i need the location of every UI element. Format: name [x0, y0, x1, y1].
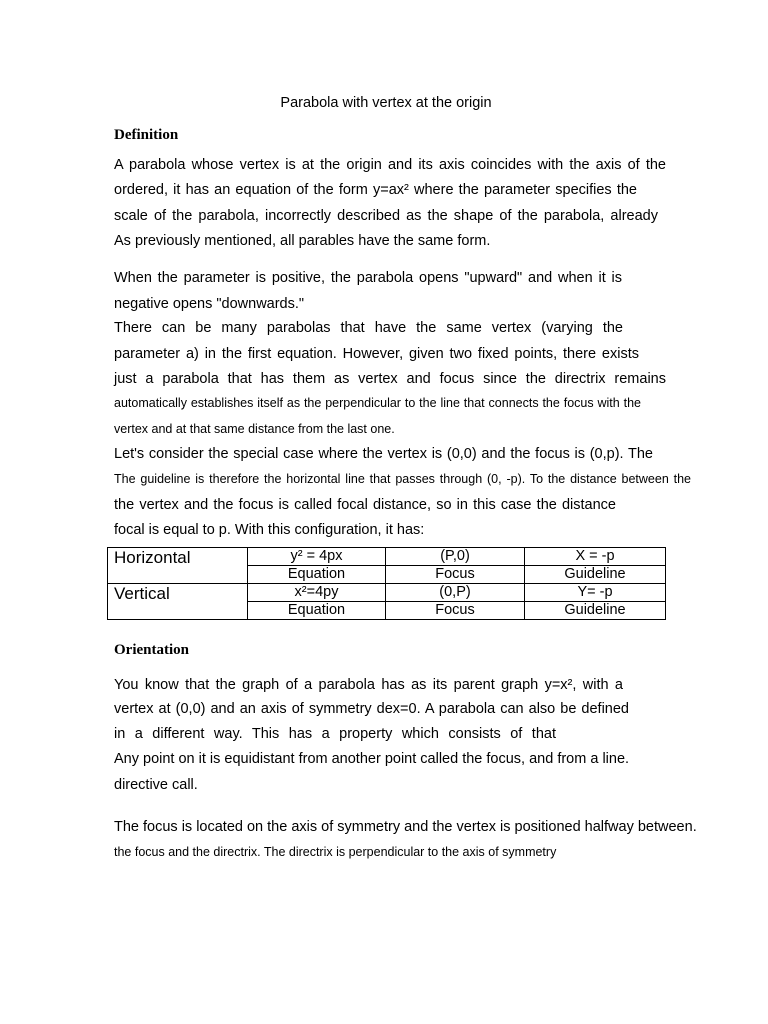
orientation-heading: Orientation [114, 642, 189, 658]
orientation-line: the focus and the directrix. The directrix is perpendicular to the axis of symmetry [114, 845, 557, 859]
focus-caption: Focus [386, 566, 525, 584]
orientation-line: vertex at (0,0) and an axis of symmetry dex=0. A parabola can also be defined [114, 701, 629, 717]
guideline-caption: Guideline [525, 602, 666, 620]
orientation-line: You know that the graph of a parabola has as its parent graph y=x², with a [114, 677, 623, 693]
table-row [108, 584, 666, 602]
orientation-line: Any point on it is equidistant from another point called the focus, and from a line. [114, 751, 630, 767]
vertical-guideline: Y= -p [525, 584, 666, 602]
guideline-caption: Guideline [525, 566, 666, 584]
definition-line: focal is equal to p. With this configuration, it has: [114, 522, 425, 538]
equation-caption: Equation [248, 566, 386, 584]
definition-line: vertex and at that same distance from the last one. [114, 422, 395, 436]
horizontal-focus: (P,0) [386, 548, 525, 566]
orientation-line: in a different way. This has a property which consists of that [114, 726, 556, 742]
focus-caption: Focus [386, 602, 525, 620]
parabola-equations-table [107, 547, 666, 620]
definition-line: scale of the parabola, incorrectly described as the shape of the parabola, already [114, 208, 658, 224]
page-title: Parabola with vertex at the origin [280, 95, 492, 111]
definition-line: When the parameter is positive, the parabola opens "upward" and when it is [114, 270, 622, 286]
vertical-equation: x²=4py [248, 584, 386, 602]
definition-line: just a parabola that has them as vertex and focus since the directrix remains [114, 371, 666, 387]
equation-caption: Equation [248, 602, 386, 620]
definition-line: automatically establishes itself as the perpendicular to the line that connects the focus with the [114, 396, 641, 410]
definition-line: As previously mentioned, all parables have the same form. [114, 233, 491, 249]
definition-line: A parabola whose vertex is at the origin and its axis coincides with the axis of the [114, 157, 666, 173]
horizontal-label: Horizontal [108, 548, 248, 584]
table-row [108, 548, 666, 566]
vertical-focus: (0,P) [386, 584, 525, 602]
definition-line: parameter a) in the first equation. However, given two fixed points, there exists [114, 346, 639, 362]
definition-line: negative opens "downwards." [114, 296, 305, 312]
definition-line: Let's consider the special case where the vertex is (0,0) and the focus is (0,p). The [114, 446, 653, 462]
horizontal-equation: y² = 4px [248, 548, 386, 566]
orientation-line: directive call. [114, 777, 198, 793]
definition-line: The guideline is therefore the horizontal line that passes through (0, -p). To the distance between the [114, 472, 691, 486]
definition-line: ordered, it has an equation of the form y=ax² where the parameter specifies the [114, 182, 637, 198]
definition-heading: Definition [114, 127, 179, 143]
vertical-label: Vertical [108, 584, 248, 620]
definition-line: the vertex and the focus is called focal distance, so in this case the distance [114, 497, 616, 513]
orientation-line: The focus is located on the axis of symmetry and the vertex is positioned halfway between. [114, 819, 697, 835]
horizontal-guideline: X = -p [525, 548, 666, 566]
definition-line: There can be many parabolas that have the same vertex (varying the [114, 320, 623, 336]
